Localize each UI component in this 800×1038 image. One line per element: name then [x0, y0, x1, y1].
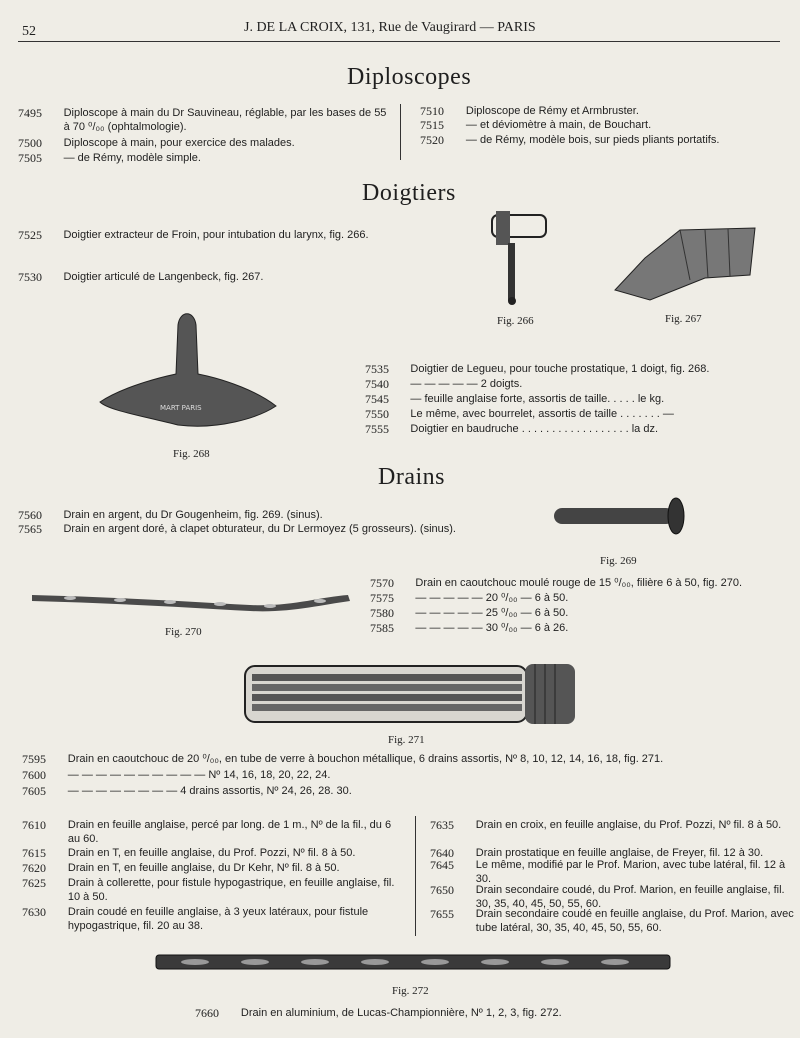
list-item — [22, 905, 402, 933]
section-title-drains: Drains — [378, 464, 445, 490]
list-item — [370, 591, 788, 606]
item-code: 7615 — [22, 846, 46, 860]
item-code: 7510 — [420, 104, 444, 118]
list-item — [365, 377, 785, 392]
item-text: — — — — — 2 doigts. — [410, 378, 523, 390]
page-header-title: J. DE LA CROIX, 131, Rue de Vaugirard — PARIS — [244, 20, 536, 35]
item-code: 7610 — [22, 818, 46, 832]
list-item — [18, 136, 388, 151]
figure-caption: Fig. 271 — [388, 734, 425, 746]
figure-caption: Fig. 272 — [392, 985, 429, 997]
item-code: 7520 — [420, 133, 444, 147]
item-code: 7565 — [18, 522, 42, 536]
item-code: 7505 — [18, 151, 42, 165]
item-text: Diploscope à main du Dr Sauvineau, réglable, par les bases de 55 à 70 ⁰/₀₀ (ophtalmologie). — [63, 107, 387, 133]
page-number: 52 — [22, 24, 36, 39]
item-text: Drain en argent, du Dr Gougenheim, fig. 269. (sinus). — [63, 509, 323, 521]
doigtier-legueu-illustration — [98, 310, 280, 435]
list-item — [370, 606, 788, 621]
item-code: 7540 — [365, 377, 389, 391]
item-code: 7580 — [370, 606, 394, 620]
figure-caption: Fig. 268 — [173, 448, 210, 460]
item-text: — — — — — — — — 4 drains assortis, Nº 24, 26, 28. 30. — [67, 785, 352, 797]
item-text: Doigtier extracteur de Froin, pour intubation du larynx, fig. 266. — [63, 229, 369, 241]
item-text: Doigtier articulé de Langenbeck, fig. 267. — [63, 271, 264, 283]
item-text: Doigtier de Legueu, pour touche prostatique, 1 doigt, fig. 268. — [410, 363, 710, 375]
item-code: 7560 — [18, 508, 42, 522]
item-code: 7530 — [18, 270, 42, 284]
list-item — [22, 768, 794, 783]
item-text: Drain secondaire coudé, du Prof. Marion, en feuille anglaise, fil. 30, 35, 40, 45, 50, 55, 60. — [475, 884, 785, 910]
item-text: — — — — — 20 ⁰/₀₀ — 6 à 50. — [415, 592, 569, 604]
list-item — [18, 151, 388, 166]
item-text: Drain en caoutchouc moulé rouge de 15 ⁰/₀₀, filière 6 à 50, fig. 270. — [415, 577, 743, 589]
item-text: Drain en argent doré, à clapet obturateur, du Dr Lermoyez (5 grosseurs). (sinus). — [63, 523, 456, 535]
item-text: Le même, avec bourrelet, assortis de taille . . . . . . . — — [410, 408, 674, 420]
section-title-doigtiers: Doigtiers — [362, 180, 456, 206]
list-item — [18, 106, 388, 134]
list-item — [370, 621, 788, 636]
column-divider — [400, 104, 401, 160]
item-code: 7600 — [22, 768, 46, 782]
drain-aluminium-illustration — [155, 952, 673, 972]
list-item — [22, 846, 402, 861]
list-item — [22, 784, 794, 799]
figure-caption: Fig. 270 — [165, 626, 202, 638]
list-item — [430, 907, 794, 935]
item-text: Drain secondaire coudé en feuille anglaise, du Prof. Marion, avec tube latéral, 30, 35, 40, 45, 50, 55, 60. — [475, 908, 794, 934]
section-title-diploscopes: Diploscopes — [347, 64, 472, 90]
item-code: 7500 — [18, 136, 42, 150]
item-text: Diploscope de Rémy et Armbruster. — [465, 105, 639, 117]
item-text: Drain en croix, en feuille anglaise, du Prof. Pozzi, Nº fil. 8 à 50. — [475, 819, 782, 831]
item-code: 7655 — [430, 907, 454, 921]
item-text: — de Rémy, modèle simple. — [63, 152, 201, 164]
item-text: — feuille anglaise forte, assortis de taille. . . . . le kg. — [410, 393, 665, 405]
item-code: 7660 — [195, 1006, 219, 1020]
item-code: 7595 — [22, 752, 46, 766]
list-item — [22, 818, 402, 846]
item-code: 7635 — [430, 818, 454, 832]
item-code: 7535 — [365, 362, 389, 376]
item-text: Drain en T, en feuille anglaise, du Prof. Pozzi, Nº fil. 8 à 50. — [67, 847, 356, 859]
item-code: 7585 — [370, 621, 394, 635]
figure-caption: Fig. 269 — [600, 555, 637, 567]
item-text: Drain coudé en feuille anglaise, à 3 yeux latéraux, pour fistule hypogastrique, fil. 20 au 38. — [67, 906, 369, 932]
maker-stamp: MART PARIS — [160, 404, 202, 412]
item-code: 7575 — [370, 591, 394, 605]
list-item — [365, 362, 785, 377]
list-item — [430, 818, 794, 833]
drain-tube-verre-illustration — [240, 660, 585, 728]
list-item — [365, 407, 785, 422]
item-code: 7570 — [370, 576, 394, 590]
item-text: — de Rémy, modèle bois, sur pieds pliants portatifs. — [465, 134, 720, 146]
list-item — [22, 752, 794, 767]
item-code: 7605 — [22, 784, 46, 798]
figure-caption: Fig. 267 — [665, 313, 702, 325]
list-item — [18, 228, 458, 243]
item-text: Le même, modifié par le Prof. Marion, avec tube latéral, fil. 12 à 30. — [475, 859, 786, 885]
item-code: 7630 — [22, 905, 46, 919]
list-item — [195, 1006, 755, 1021]
item-text: — — — — — 30 ⁰/₀₀ — 6 à 26. — [415, 622, 569, 634]
doigtier-froin-illustration — [480, 205, 560, 310]
item-code: 7620 — [22, 861, 46, 875]
item-text: Drain prostatique en feuille anglaise, de Freyer, fil. 12 à 30. — [475, 847, 764, 859]
item-text: Drain en caoutchouc de 20 ⁰/₀₀, en tube de verre à bouchon métallique, 6 drains assortis, Nº 8, 10, 12, 14, 16, 18, fig. 271. — [67, 753, 664, 765]
item-code: 7625 — [22, 876, 46, 890]
item-text: Drain en T, en feuille anglaise, du Dr Kehr, Nº fil. 8 à 50. — [67, 862, 340, 874]
item-code: 7640 — [430, 846, 454, 860]
list-item — [420, 104, 785, 119]
header-rule — [18, 41, 780, 42]
item-code: 7495 — [18, 106, 42, 120]
item-text: — — — — — — — — — — Nº 14, 16, 18, 20, 22, 24. — [67, 769, 331, 781]
list-item — [22, 876, 402, 904]
item-code: 7650 — [430, 883, 454, 897]
list-item — [18, 270, 458, 285]
item-text: — — — — — 25 ⁰/₀₀ — 6 à 50. — [415, 607, 569, 619]
list-item — [365, 392, 785, 407]
drain-gougenheim-illustration — [550, 496, 690, 538]
drain-caoutchouc-illustration — [30, 587, 352, 613]
column-divider — [415, 816, 416, 936]
list-item — [420, 133, 785, 148]
item-text: Doigtier en baudruche . . . . . . . . . . . . . . . . . . la dz. — [410, 423, 659, 435]
doigtier-langenbeck-illustration — [610, 220, 760, 305]
item-text: Drain à collerette, pour fistule hypogastrique, en feuille anglaise, fil. 10 à 50. — [67, 877, 395, 903]
list-item — [420, 118, 785, 133]
item-code: 7555 — [365, 422, 389, 436]
item-text: Diploscope à main, pour exercice des malades. — [63, 137, 295, 149]
list-item — [430, 858, 794, 886]
item-code: 7515 — [420, 118, 444, 132]
item-text: — et déviomètre à main, de Bouchart. — [465, 119, 652, 131]
item-text: Drain en feuille anglaise, percé par long. de 1 m., Nº de la fil., du 6 au 60. — [67, 819, 392, 845]
figure-caption: Fig. 266 — [497, 315, 534, 327]
list-item — [365, 422, 785, 437]
list-item — [18, 522, 458, 537]
list-item — [370, 576, 788, 591]
item-code: 7645 — [430, 858, 454, 872]
item-code: 7550 — [365, 407, 389, 421]
item-code: 7525 — [18, 228, 42, 242]
list-item — [18, 508, 458, 523]
list-item — [22, 861, 402, 876]
item-text: Drain en aluminium, de Lucas-Championnière, Nº 1, 2, 3, fig. 272. — [240, 1007, 562, 1019]
item-code: 7545 — [365, 392, 389, 406]
